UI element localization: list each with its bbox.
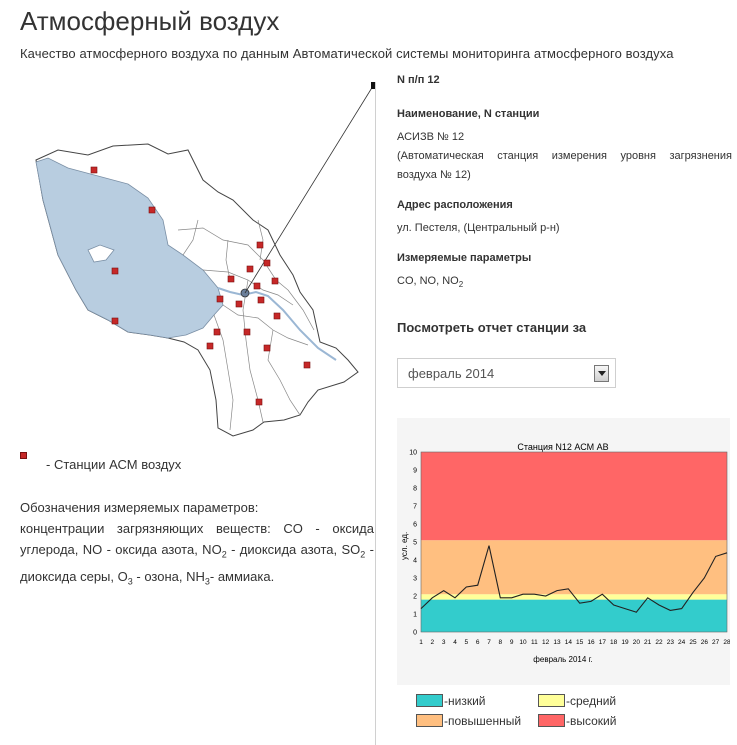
params-note-body: концентрации загрязняющих веществ: CO - оксида углерода, NO - оксида азота, $NO_2$ - диоксида азота, $SO_2$ - диоксида серы, $O_3$ - озона, $NH_3-$ аммиака. <box>20 521 374 587</box>
chart-xtick-label: 23 <box>666 639 674 646</box>
station-chart <box>397 418 730 685</box>
station-marker[interactable] <box>257 242 263 248</box>
chart-xtick-label: 14 <box>564 639 572 646</box>
chart-band <box>421 594 727 599</box>
station-number: N п/п 12 <box>397 74 440 86</box>
page-subtitle: Качество атмосферного воздуха по данным Автоматической системы мониторинга атмосферного воздуха <box>20 46 674 61</box>
station-marker[interactable] <box>207 343 213 349</box>
page-title: Атмосферный воздух <box>20 6 280 36</box>
month-select-value: февраль 2014 <box>408 366 495 381</box>
chart-band <box>421 452 727 540</box>
station-chart-svg <box>397 418 730 685</box>
chart-xtick-label: 21 <box>644 639 652 646</box>
station-name-description: (Автоматическая станция измерения уровня загрязнения воздуха № 12) <box>397 150 732 181</box>
chart-ytick-label: 2 <box>413 593 417 601</box>
station-marker[interactable] <box>228 276 234 282</box>
chart-ytick-label: 10 <box>409 449 417 457</box>
chart-xtick-label: 24 <box>678 639 686 646</box>
station-address-label: Адрес расположения <box>397 199 513 211</box>
chart-ytick-label: 1 <box>413 611 417 619</box>
report-title: Посмотреть отчет станции за <box>397 320 587 335</box>
station-marker[interactable] <box>112 268 118 274</box>
chart-ytick-label: 4 <box>413 557 417 565</box>
chevron-down-icon[interactable] <box>594 365 609 382</box>
chart-xtick-label: 16 <box>587 639 595 646</box>
station-marker[interactable] <box>264 260 270 266</box>
station-marker[interactable] <box>254 283 260 289</box>
station-marker[interactable] <box>236 301 242 307</box>
station-params-value: CO, NO, $NO_2$ <box>397 275 464 290</box>
station-marker[interactable] <box>214 329 220 335</box>
station-marker[interactable] <box>217 296 223 302</box>
station-marker[interactable] <box>274 313 280 319</box>
chart-xtick-label: 25 <box>689 639 697 646</box>
station-marker[interactable] <box>304 362 310 368</box>
chart-xtick-label: 20 <box>632 639 640 646</box>
station-marker[interactable] <box>256 399 262 405</box>
chart-ytick-label: 3 <box>413 575 417 583</box>
station-marker[interactable] <box>258 297 264 303</box>
station-name-label: Наименование, N станции <box>397 108 540 120</box>
chart-xtick-label: 2 <box>430 639 435 646</box>
chart-xtick-label: 10 <box>519 639 527 646</box>
chart-xlabel: февраль 2014 г. <box>533 655 593 664</box>
chart-band <box>421 540 727 594</box>
chart-xtick-label: 12 <box>542 639 550 646</box>
station-address-value: ул. Пестеля, (Центральный р-н) <box>397 222 560 234</box>
station-marker[interactable] <box>149 207 155 213</box>
chart-ytick-label: 7 <box>413 503 417 511</box>
chart-band <box>421 600 727 632</box>
chart-ylabel: усл. ед. <box>400 531 409 560</box>
params-note-heading: Обозначения измеряемых параметров: <box>20 500 259 515</box>
chart-xtick-label: 27 <box>712 639 720 646</box>
station-legend-marker <box>20 452 27 459</box>
chart-xtick-label: 8 <box>498 639 503 646</box>
station-legend-label: - Станции АСМ воздух <box>46 457 182 472</box>
chart-xtick-label: 15 <box>576 639 584 646</box>
station-marker[interactable] <box>247 266 253 272</box>
station-name-value: АСИЗВ № 12 <box>397 131 465 143</box>
chart-xtick-label: 6 <box>475 639 480 646</box>
chart-xtick-label: 22 <box>655 639 663 646</box>
city-map-svg <box>18 80 378 450</box>
chart-xtick-label: 3 <box>441 639 446 646</box>
month-select[interactable] <box>397 358 616 388</box>
station-marker[interactable] <box>112 318 118 324</box>
chart-xtick-label: 19 <box>621 639 629 646</box>
chart-ytick-label: 0 <box>413 629 417 637</box>
chart-xtick-label: 1 <box>419 639 423 646</box>
chart-xtick-label: 28 <box>723 639 730 646</box>
station-params-label: Измеряемые параметры <box>397 252 532 264</box>
params-note <box>20 497 374 592</box>
station-marker[interactable] <box>264 345 270 351</box>
chart-ytick-label: 5 <box>413 539 417 547</box>
chart-xtick-label: 11 <box>530 639 538 646</box>
chart-xtick-label: 4 <box>453 639 457 646</box>
city-map[interactable] <box>18 80 378 450</box>
chart-xtick-label: 18 <box>610 639 618 646</box>
chart-xtick-label: 13 <box>553 639 561 646</box>
chart-ytick-label: 8 <box>413 485 417 493</box>
chart-xtick-label: 9 <box>509 639 514 646</box>
vertical-divider <box>375 82 376 745</box>
chart-ytick-label: 9 <box>413 467 417 475</box>
chart-xtick-label: 17 <box>598 639 606 646</box>
chart-title: Станция N12 АСМ АВ <box>517 442 609 452</box>
station-marker[interactable] <box>91 167 97 173</box>
station-info <box>397 74 732 294</box>
station-marker[interactable] <box>244 329 250 335</box>
chart-xtick-label: 26 <box>700 639 708 646</box>
chart-ytick-label: 6 <box>413 521 417 529</box>
chart-xtick-label: 5 <box>464 639 469 646</box>
station-marker[interactable] <box>272 278 278 284</box>
chart-xtick-label: 7 <box>487 639 491 646</box>
